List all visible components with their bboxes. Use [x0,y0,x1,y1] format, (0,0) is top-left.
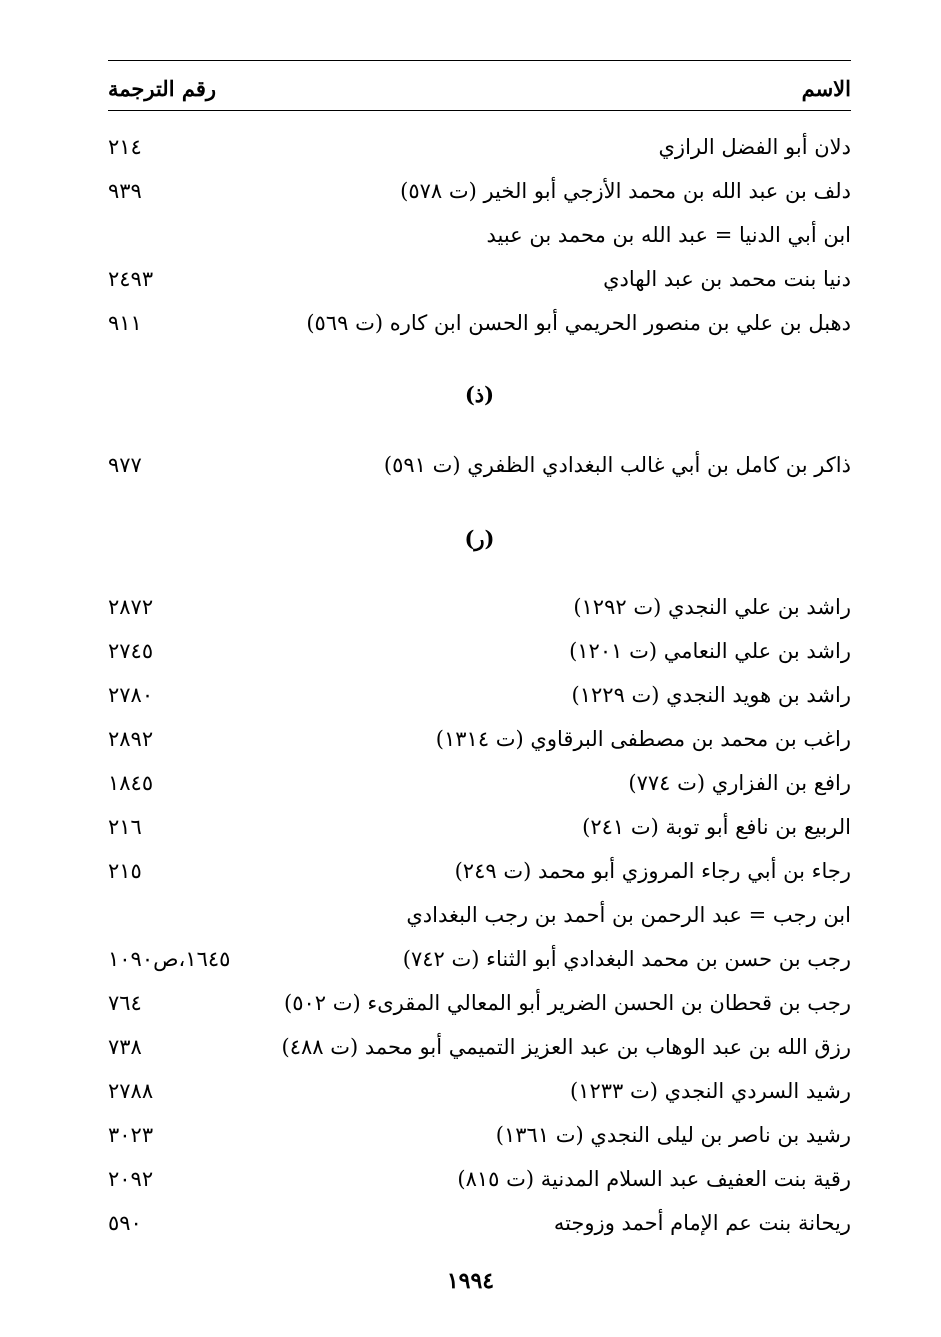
number-column-heading: رقم الترجمة [108,75,217,101]
index-entry [108,893,851,937]
entry-name: رجب بن حسن بن محمد البغدادي أبو الثناء (ت ٧٤٢) [402,947,851,971]
entry-number: ٢١٥ [108,859,142,883]
entry-name: رشيد بن ناصر بن ليلى النجدي (ت ١٣٦١) [495,1123,851,1147]
index-entries [108,125,851,1245]
entry-name: رجب بن قحطان بن الحسن الضرير أبو المعالي المقرىء (ت ٥٠٢) [283,991,851,1015]
top-rule [108,60,851,61]
index-entry [108,805,851,849]
entry-number: ٩٣٩ [108,179,142,203]
entry-name: الربيع بن نافع أبو توبة (ت ٢٤١) [582,815,851,839]
entry-name: رجاء بن أبي رجاء المروزي أبو محمد (ت ٢٤٩) [454,859,851,883]
index-entry [108,849,851,893]
index-entry [108,169,851,213]
entry-number: ٢٨٧٢ [108,595,154,619]
index-entry [108,981,851,1025]
entry-number: ٩٧٧ [108,453,142,477]
entry-number: ٧٦٤ [108,991,142,1015]
entry-number: ١٦٤٥،ص١٠٩٠ [108,947,231,971]
entry-name: دلف بن عبد الله بن محمد الأزجي أبو الخير (ت ٥٧٨) [400,179,851,203]
index-entry [108,629,851,673]
entry-number: ٢٤٩٣ [108,267,154,291]
section-letter-ra: (ر) [464,526,495,551]
index-entry [108,1069,851,1113]
index-entry [108,1201,851,1245]
entry-name: رزق الله بن عبد الوهاب بن عبد العزيز التميمي أبو محمد (ت ٤٨٨) [281,1035,851,1059]
column-header [108,70,851,106]
entry-number: ٢٧٤٥ [108,639,154,663]
entry-name: رشيد السردي النجدي (ت ١٢٣٣) [569,1079,851,1103]
entry-name: ريحانة بنت عم الإمام أحمد وزوجته [553,1211,851,1235]
index-entry [108,301,851,345]
index-entry [108,125,851,169]
index-entry [108,1025,851,1069]
entry-name: دلان أبو الفضل الرازي [658,135,851,159]
name-column-heading: الاسم [801,75,851,101]
entry-number: ٧٣٨ [108,1035,142,1059]
entry-number: ٢٧٨٠ [108,683,154,707]
entry-name: رافع بن الفزاري (ت ٧٧٤) [628,771,851,795]
entry-number: ١٨٤٥ [108,771,154,795]
entry-name: دنيا بنت محمد بن عبد الهادي [603,267,851,291]
section-letter-dhal: (ذ) [464,382,495,407]
index-entry [108,213,851,257]
entry-number: ٢٧٨٨ [108,1079,154,1103]
entry-number: ٣٠٢٣ [108,1123,154,1147]
entry-name: ابن رجب = عبد الرحمن بن أحمد بن رجب البغدادي [406,903,851,927]
entry-name: راشد بن علي النعامي (ت ١٢٠١) [569,639,851,663]
index-entry [108,937,851,981]
entry-number: ٢١٦ [108,815,142,839]
entry-name: دهبل بن علي بن منصور الحريمي أبو الحسن ابن كاره (ت ٥٦٩) [306,311,851,335]
index-entry [108,673,851,717]
entry-name: ذاكر بن كامل بن أبي غالب البغدادي الظفري (ت ٥٩١) [383,453,851,477]
entry-number: ٥٩٠ [108,1211,142,1235]
header-rule [108,110,851,111]
entry-number: ٢٨٩٢ [108,727,154,751]
index-entry [108,761,851,805]
entry-name: رقية بنت العفيف عبد السلام المدنية (ت ٨١٥) [457,1167,851,1191]
entry-number: ٢١٤ [108,135,142,159]
entry-number: ٩١١ [108,311,142,335]
entry-number: ٢٠٩٢ [108,1167,154,1191]
entry-name: راشد بن علي النجدي (ت ١٢٩٢) [573,595,851,619]
index-entry [108,717,851,761]
index-entry [108,585,851,629]
index-entry [108,1157,851,1201]
index-entry [108,1113,851,1157]
entry-name: راغب بن محمد بن مصطفى البرقاوي (ت ١٣١٤) [435,727,851,751]
entry-name: راشد بن هويد النجدي (ت ١٢٢٩) [571,683,851,707]
index-entry [108,257,851,301]
page-number: ١٩٩٤ [446,1268,495,1294]
entry-name: ابن أبي الدنيا = عبد الله بن محمد بن عبيد [486,223,851,247]
index-entry [108,443,851,487]
